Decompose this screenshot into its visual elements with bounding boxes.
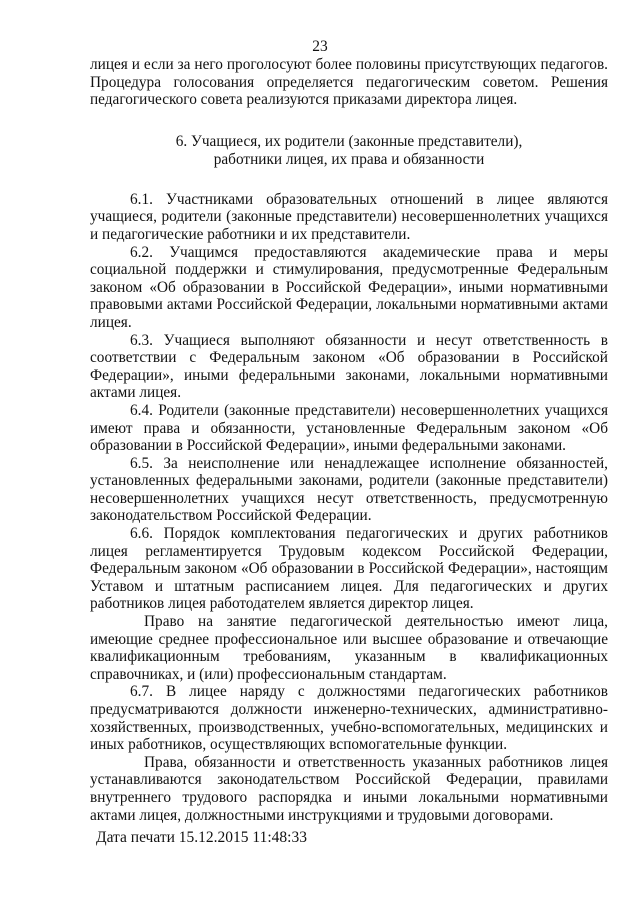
paragraph-6-6: 6.6. Порядок комплектования педагогических и других работников лицея регламентируется Трудовым кодексом Российской Федерации, Федеральным законом «Об образовании в Российской Федерации», настоящим Уставом и штатным расписанием лицея. Для педагогических и других работников лицея работодателем является директор лицея. — [90, 525, 608, 613]
paragraph-staff-duties: Права, обязанности и ответственность указанных работников лицея устанавливаются законодательством Российской Федерации, правилами внутреннего трудового распорядка и иными локальными нормативными актами лицея, должностными инструкциями и трудовыми договорами. — [90, 753, 608, 824]
section-title-line-2: работники лицея, их права и обязанности — [213, 150, 485, 168]
paragraph-6-4: 6.4. Родители (законные представители) несовершеннолетних учащихся имеют права и обязанности, установленные Федеральным законом «Об образовании в Российской Федерации», иными федеральными законами. — [90, 401, 608, 455]
page-number: 23 — [312, 38, 328, 55]
paragraph-6-3: 6.3. Учащиеся выполняют обязанности и несут ответственность в соответствии с Федеральным законом «Об образовании в Российской Федерации», иными федеральными законами, локальными нормативными актами лицея. — [90, 331, 608, 402]
paragraph-6-2: 6.2. Учащимся предоставляются академические права и меры социальной поддержки и стимулирования, предусмотренные Федеральным законом «Об образовании в Российской Федерации», иными нормативными правовыми актами Российской Федерации, локальными нормативными актами лицея. — [90, 243, 608, 331]
paragraph-6-1: 6.1. Участниками образовательных отношений в лицее являются учащиеся, родители (законные представители) несовершеннолетних учащихся и педагогические работники и их представители. — [90, 190, 608, 243]
print-date-footer: Дата печати 15.12.2015 11:48:33 — [96, 829, 307, 846]
section-heading — [90, 133, 608, 169]
paragraph-6-7: 6.7. В лицее наряду с должностями педагогических работников предусматриваются должности инженерно-технических, административно-хозяйственных, производственных, учебно-вспомогательных, медицинских и иных работников, осуществляющих вспомогательные функции. — [90, 683, 608, 754]
document-body — [90, 56, 608, 824]
section-title-line-1: 6. Учащиеся, их родители (законные представители), — [175, 132, 523, 150]
paragraph-6-5: 6.5. За неисполнение или ненадлежащее исполнение обязанностей, установленных федеральными законами, родители (законные представители) несовершеннолетних учащихся несут ответственность, предусмотренную законодательством Российской Федерации. — [90, 454, 608, 525]
intro-paragraph: лицея и если за него проголосуют более половины присутствующих педагогов. Процедура голосования определяется педагогическим советом. Решения педагогического совета реализуются приказами директора лицея. — [90, 56, 608, 109]
paragraph-teaching-right: Право на занятие педагогической деятельностью имеют лица, имеющие среднее профессиональное или высшее образование и отвечающие квалификационным требованиям, указанным в квалификационных справочниках, и (или) профессиональным стандартам. — [90, 613, 608, 683]
